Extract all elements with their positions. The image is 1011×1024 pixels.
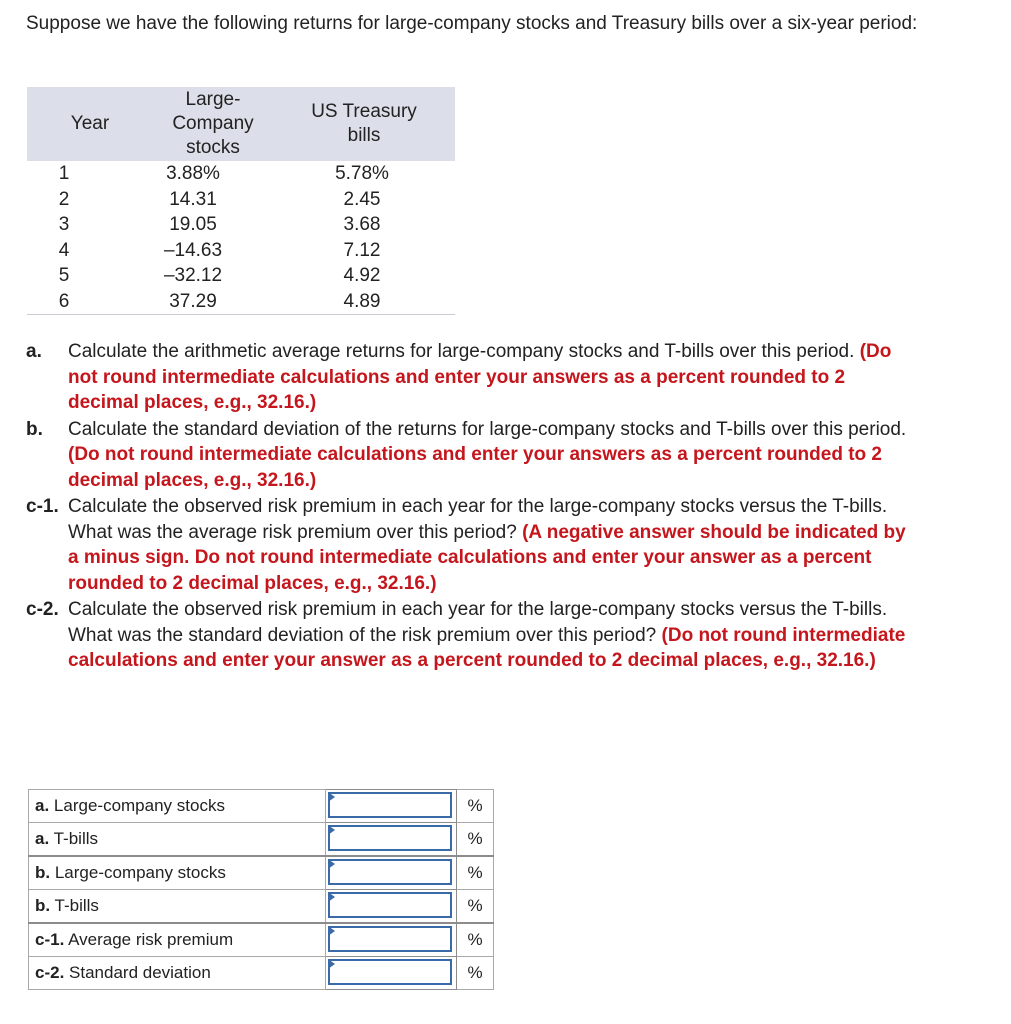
answer-input-cell — [326, 890, 457, 924]
question-c1 — [26, 494, 916, 596]
header-large-company-stocks: Large- Company stocks — [153, 87, 273, 161]
answer-input-c2[interactable] — [328, 959, 452, 985]
question-text — [68, 597, 916, 674]
question-body: Calculate the observed risk premium in each year for the large-company stocks versus the T-bills. What was the average risk premium over this period? — [68, 496, 888, 543]
answer-row-a-large-company — [29, 790, 494, 823]
answer-label — [29, 957, 326, 990]
question-c2 — [26, 597, 916, 674]
question-body: Calculate the arithmetic average returns for large-company stocks and T-bills over this period. — [68, 341, 855, 362]
table-row — [27, 263, 455, 289]
question-text — [68, 339, 916, 416]
tbill-cell: 3.68 — [343, 214, 381, 235]
question-label: c-1. — [26, 496, 59, 517]
answer-label-text: Standard deviation — [69, 963, 211, 982]
answer-label — [29, 790, 326, 823]
question-note: (A negative answer should be indicated by a minus sign. Do not round intermediate calculations and enter your answer as a percent rounded to 2 decimal places, e.g., 32.16.) — [68, 521, 906, 594]
large-company-cell: –32.12 — [163, 265, 223, 286]
question-body: Calculate the observed risk premium in each year for the large-company stocks versus the T-bills. What was the standard deviation of the risk premium over this period? — [68, 599, 888, 646]
table-row — [27, 187, 455, 213]
year-cell: 3 — [58, 214, 70, 235]
answer-input-a-large-company[interactable] — [328, 792, 452, 818]
answer-label-text: T-bills — [53, 829, 99, 848]
percent-unit: % — [457, 823, 494, 857]
percent-unit: % — [457, 890, 494, 924]
percent-unit: % — [457, 957, 494, 990]
tbill-cell: 5.78% — [335, 163, 389, 184]
question-list — [26, 339, 916, 675]
answer-label — [29, 823, 326, 857]
answer-input-cell — [326, 923, 457, 957]
answer-input-cell — [326, 856, 457, 890]
tbill-cell: 7.12 — [343, 239, 381, 261]
answer-prefix: a. — [35, 829, 50, 848]
answer-prefix: c-2. — [35, 963, 65, 982]
large-company-cell: 37.29 — [153, 289, 273, 315]
year-cell: 6 — [27, 289, 153, 315]
header-year: Year — [27, 87, 153, 161]
large-company-cell: 3.88% — [166, 163, 220, 184]
question-label: b. — [26, 418, 43, 440]
tbill-cell: 4.89 — [273, 289, 455, 315]
year-cell: 1 — [58, 163, 70, 184]
answer-label — [29, 890, 326, 924]
question-body: Calculate the standard deviation of the returns for large-company stocks and T-bills over this period. — [68, 418, 907, 440]
problem-intro: Suppose we have the following returns for large-company stocks and Treasury bills over a six-year period: — [26, 13, 918, 34]
answer-row-c1 — [29, 923, 494, 957]
question-label: a. — [26, 341, 42, 362]
question-label: c-2. — [26, 599, 59, 620]
answer-prefix: a. — [35, 796, 50, 815]
tbill-cell: 2.45 — [343, 188, 381, 210]
answer-input-c1[interactable] — [328, 926, 452, 952]
question-b — [26, 417, 916, 494]
year-cell: 4 — [58, 239, 70, 261]
large-company-cell: –14.63 — [163, 239, 223, 261]
header-treasury-bills: US Treasury bills — [273, 87, 455, 161]
answer-label — [29, 856, 326, 890]
answer-input-b-tbills[interactable] — [328, 892, 452, 918]
answer-row-b-tbills — [29, 890, 494, 924]
answer-row-b-large-company — [29, 856, 494, 890]
answer-prefix: c-1. — [35, 930, 65, 949]
year-cell: 2 — [58, 188, 70, 210]
returns-table-header — [27, 87, 455, 161]
tbill-cell: 4.92 — [343, 265, 381, 286]
answer-label-text: Average risk premium — [68, 930, 234, 949]
answer-row-c2 — [29, 957, 494, 990]
percent-unit: % — [457, 856, 494, 890]
answer-label-text: Large-company stocks — [53, 796, 225, 815]
answer-label-text: T-bills — [54, 896, 99, 915]
table-row — [27, 161, 455, 187]
table-row — [27, 289, 455, 315]
question-note: (Do not round intermediate calculations and enter your answer as a percent rounded to 2 decimal places, e.g., 32.16.) — [68, 624, 906, 671]
answer-prefix: b. — [35, 896, 51, 915]
large-company-cell: 19.05 — [169, 214, 217, 235]
percent-unit: % — [457, 923, 494, 957]
table-row — [27, 238, 455, 264]
answer-input-cell — [326, 957, 457, 990]
returns-table — [27, 87, 455, 315]
question-note: (Do not round intermediate calculations and enter your answers as a percent rounded to 2 decimal places, e.g., 32.16.) — [68, 444, 882, 491]
year-cell: 5 — [58, 265, 70, 286]
question-text — [68, 417, 916, 494]
answer-prefix: b. — [35, 863, 51, 882]
percent-unit: % — [457, 790, 494, 823]
answer-input-cell — [326, 790, 457, 823]
answer-input-b-large-company[interactable] — [328, 859, 452, 885]
answer-label-text: Large-company stocks — [54, 863, 226, 882]
answer-input-cell — [326, 823, 457, 857]
answer-input-a-tbills[interactable] — [328, 825, 452, 851]
question-a — [26, 339, 916, 416]
answer-label — [29, 923, 326, 957]
answer-table — [28, 789, 494, 990]
question-note: (Do not round intermediate calculations and enter your answers as a percent rounded to 2 decimal places, e.g., 32.16.) — [68, 341, 892, 413]
question-text — [68, 494, 916, 596]
answer-row-a-tbills — [29, 823, 494, 857]
table-row — [27, 212, 455, 238]
large-company-cell: 14.31 — [169, 188, 217, 210]
